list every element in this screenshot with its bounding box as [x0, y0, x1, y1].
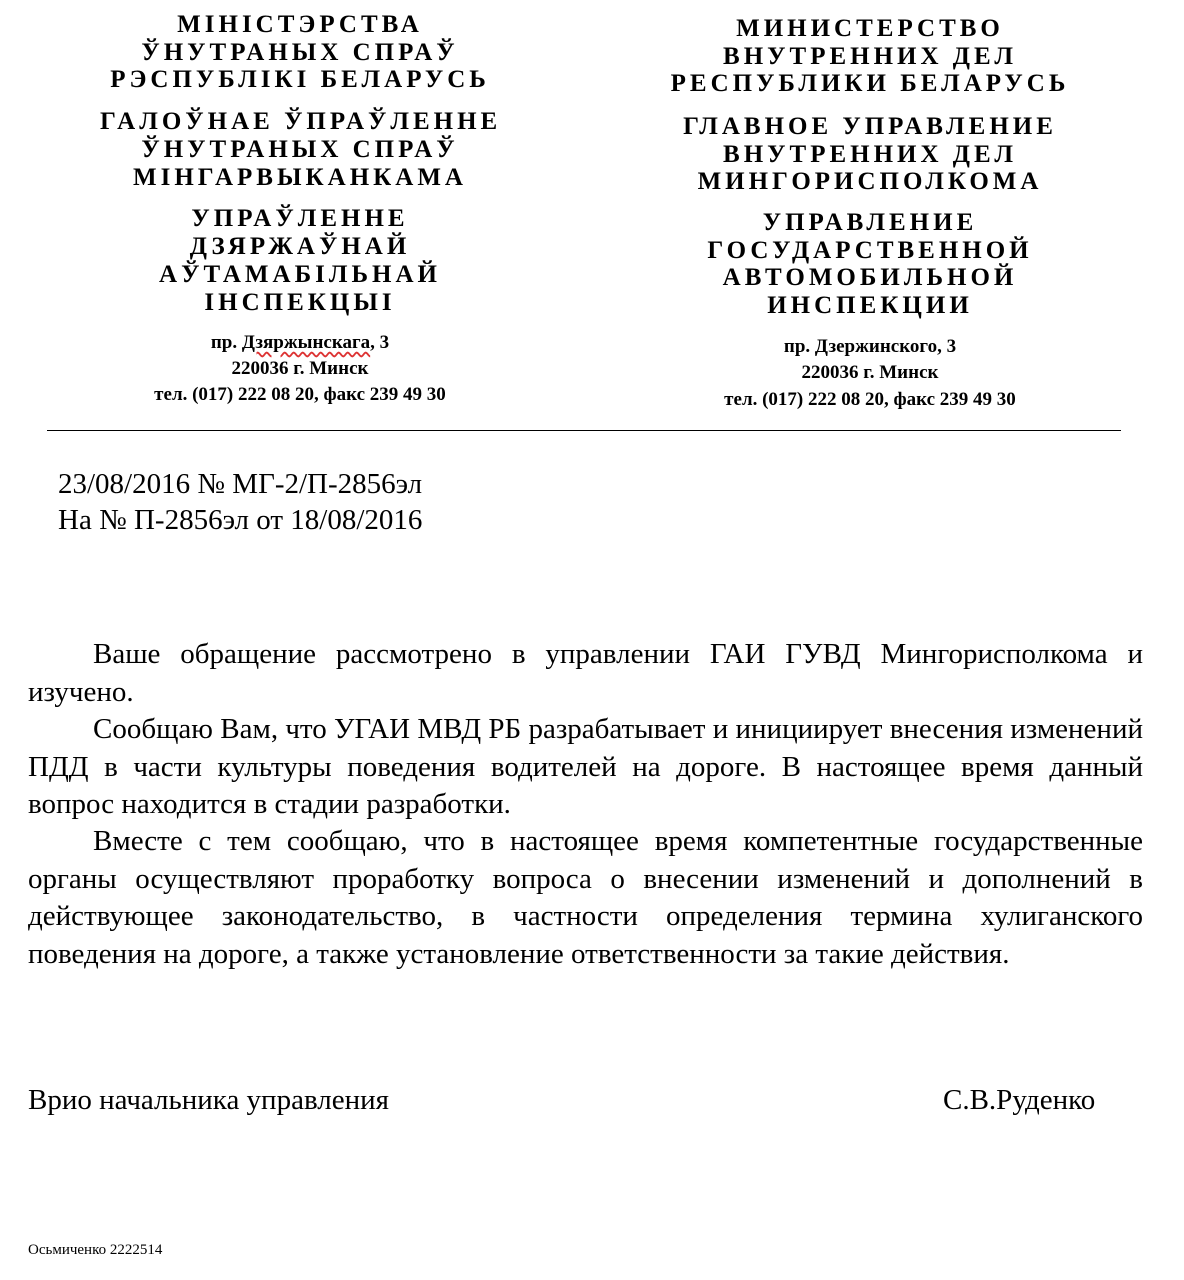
- ministry-line-2: ЎНУТРАНЫХ СПРАЎ: [141, 39, 459, 66]
- header-russian: [660, 0, 1080, 420]
- outgoing-reference: 23/08/2016 № МГ-2/П-2856эл: [58, 468, 423, 500]
- office-line-3: АЎТАМАБІЛЬНАЙ: [159, 261, 441, 288]
- address-street: пр. Дзержинского, 3: [783, 336, 957, 357]
- address-city: 220036 г. Минск: [801, 362, 939, 383]
- office-line-1: УПРАВЛЕНИЕ: [762, 209, 978, 236]
- ministry-line-1: МИНИСТЕРСТВО: [736, 15, 1004, 42]
- department-line-3: МІНГАРВЫКАНКАМА: [133, 164, 467, 191]
- office-line-2: ГОСУДАРСТВЕННОЙ: [707, 237, 1033, 264]
- signatory-position: Врио начальника управления: [28, 1084, 389, 1116]
- department-line-1: ГАЛОЎНАЕ ЎПРАЎЛЕННЕ: [100, 108, 502, 135]
- office-line-2: ДЗЯРЖАЎНАЙ: [189, 233, 411, 260]
- department-line-3: МИНГОРИСПОЛКОМА: [697, 168, 1043, 195]
- office-line-3: АВТОМОБИЛЬНОЙ: [722, 264, 1018, 291]
- office-line-4: ИНСПЕКЦИИ: [767, 292, 973, 319]
- ministry-line-1: МІНІСТЭРСТВА: [177, 11, 423, 38]
- department-line-2: ВНУТРЕННИХ ДЕЛ: [723, 141, 1017, 168]
- ministry-line-3: РЕСПУБЛИКИ БЕЛАРУСЬ: [670, 70, 1070, 97]
- ministry-line-3: РЭСПУБЛІКІ БЕЛАРУСЬ: [110, 66, 490, 93]
- ministry-line-2: ВНУТРЕННИХ ДЕЛ: [723, 43, 1017, 70]
- header-divider: [47, 430, 1121, 431]
- address-phone: тел. (017) 222 08 20, факс 239 49 30: [154, 384, 446, 405]
- street-name: Дзяржынскага: [241, 332, 371, 353]
- body-paragraph-3: Вместе с тем сообщаю, что в настоящее время компетентные государственные органы осуществляют проработку вопроса о внесении изменений и дополнений в действующее законодательство, в частности определения термина хулиганского поведения на дороге, а также установление ответственности за такие действия.: [28, 825, 1143, 970]
- executor-note: Осьмиченко 2222514: [28, 1242, 163, 1258]
- address-phone: тел. (017) 222 08 20, факс 239 49 30: [724, 389, 1016, 410]
- header-belarusian: [100, 0, 500, 420]
- body-paragraph-2: Сообщаю Вам, что УГАИ МВД РБ разрабатывает и инициирует внесения изменений ПДД в части культуры поведения водителей на дороге. В настоящее время данный вопрос находится в стадии разработки.: [28, 713, 1143, 820]
- department-line-2: ЎНУТРАНЫХ СПРАЎ: [141, 136, 459, 163]
- department-line-1: ГЛАВНОЕ УПРАВЛЕНИЕ: [683, 113, 1057, 140]
- office-line-4: ІНСПЕКЦЫІ: [204, 289, 396, 316]
- incoming-reference: На № П-2856эл от 18/08/2016: [58, 504, 423, 536]
- body-paragraph-1: Ваше обращение рассмотрено в управлении ГАИ ГУВД Мингорисполкома и изучено.: [28, 638, 1143, 708]
- signatory-name: С.В.Руденко: [943, 1084, 1096, 1116]
- office-line-1: УПРАЎЛЕННЕ: [191, 205, 409, 232]
- address-city: 220036 г. Минск: [231, 358, 369, 379]
- address-street: пр. Дзяржынскага, 3: [210, 332, 390, 353]
